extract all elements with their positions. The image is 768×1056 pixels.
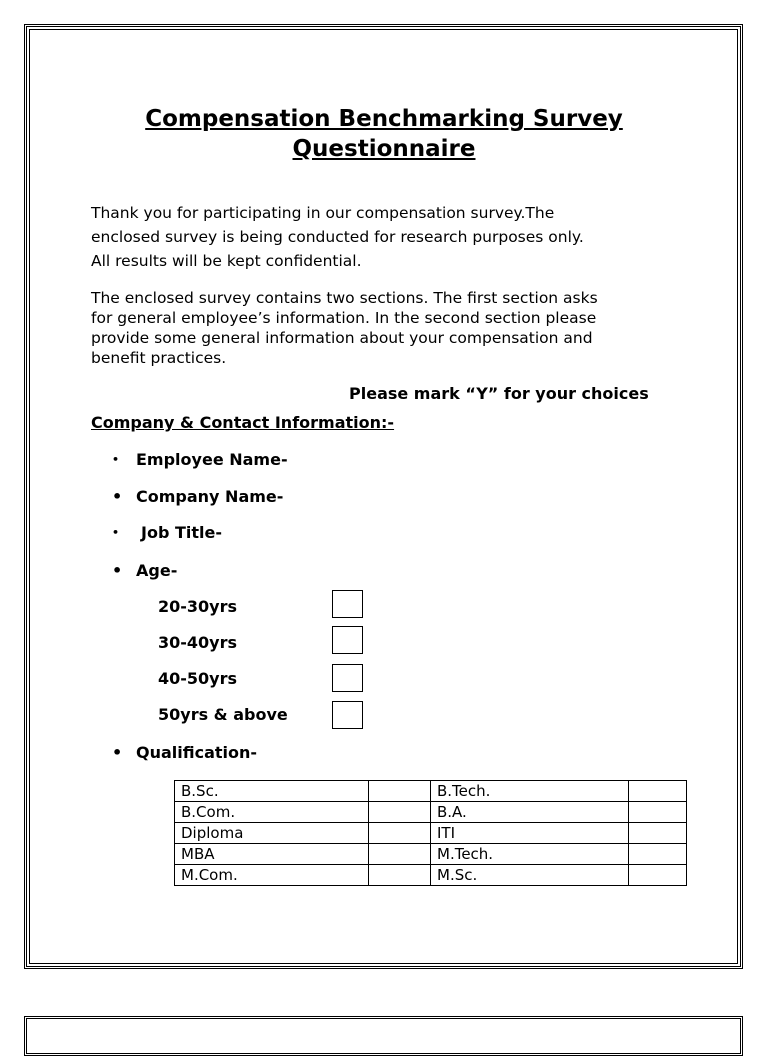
qualification-name: B.Sc. xyxy=(175,781,369,802)
mark-cell[interactable] xyxy=(369,802,431,823)
age-50-above-checkbox[interactable] xyxy=(332,701,363,729)
title-line-1: Compensation Benchmarking Survey xyxy=(145,106,623,132)
intro-line: enclosed survey is being conducted for research purposes only. xyxy=(91,228,584,246)
age-label: Age- xyxy=(136,561,178,580)
mark-cell[interactable] xyxy=(369,865,431,886)
table-row xyxy=(175,802,687,823)
bullet-icon: • xyxy=(112,561,123,580)
employee-name-field xyxy=(112,450,288,469)
document-title xyxy=(0,104,768,164)
table-row xyxy=(175,823,687,844)
table-row xyxy=(175,844,687,865)
job-title-field xyxy=(112,523,222,542)
title-line-2: Questionnaire xyxy=(292,136,476,162)
qualification-name: M.Sc. xyxy=(431,865,629,886)
intro-line: provide some general information about your compensation and xyxy=(91,329,593,347)
qualification-name: B.Tech. xyxy=(431,781,629,802)
intro-line: benefit practices. xyxy=(91,349,227,367)
age-option-label: 40-50yrs xyxy=(158,669,238,688)
qualification-field xyxy=(112,743,257,762)
employee-name-label: Employee Name- xyxy=(136,450,288,469)
mark-cell[interactable] xyxy=(629,865,687,886)
qualification-name: B.Com. xyxy=(175,802,369,823)
mark-cell[interactable] xyxy=(629,844,687,865)
qualification-name: Diploma xyxy=(175,823,369,844)
intro-line: for general employee’s information. In the second section please xyxy=(91,309,597,327)
age-20-30-checkbox[interactable] xyxy=(332,590,363,618)
intro-line: Thank you for participating in our compensation survey.The xyxy=(91,204,555,222)
instruction-text: Please mark “Y” for your choices xyxy=(349,384,649,403)
age-option-label: 20-30yrs xyxy=(158,597,238,616)
table-row xyxy=(175,865,687,886)
next-page-border xyxy=(24,1016,743,1056)
company-name-field xyxy=(112,487,283,506)
qualification-label: Qualification- xyxy=(136,743,258,762)
intro-line: All results will be kept confidential. xyxy=(91,252,362,270)
age-option-label: 30-40yrs xyxy=(158,633,238,652)
bullet-icon: • xyxy=(112,526,120,539)
mark-cell[interactable] xyxy=(369,823,431,844)
intro-line: The enclosed survey contains two sections. The first section asks xyxy=(91,289,598,307)
mark-cell[interactable] xyxy=(629,823,687,844)
age-field xyxy=(112,561,177,580)
age-option-label: 50yrs & above xyxy=(158,705,288,724)
intro-paragraph-1 xyxy=(91,201,691,273)
bullet-icon: • xyxy=(112,453,120,466)
intro-paragraph-2 xyxy=(91,288,691,368)
mark-cell[interactable] xyxy=(629,781,687,802)
job-title-label: Job Title- xyxy=(141,523,222,542)
mark-cell[interactable] xyxy=(369,844,431,865)
qualification-name: M.Com. xyxy=(175,865,369,886)
qualification-name: M.Tech. xyxy=(431,844,629,865)
age-30-40-checkbox[interactable] xyxy=(332,626,363,654)
qualification-table xyxy=(174,780,687,886)
mark-cell[interactable] xyxy=(369,781,431,802)
qualification-name: MBA xyxy=(175,844,369,865)
age-40-50-checkbox[interactable] xyxy=(332,664,363,692)
qualification-name: ITI xyxy=(431,823,629,844)
mark-cell[interactable] xyxy=(629,802,687,823)
qualification-name: B.A. xyxy=(431,802,629,823)
company-name-label: Company Name- xyxy=(136,487,284,506)
table-row xyxy=(175,781,687,802)
bullet-icon: • xyxy=(112,487,123,506)
section-heading: Company & Contact Information:- xyxy=(91,413,395,432)
bullet-icon: • xyxy=(112,743,123,762)
